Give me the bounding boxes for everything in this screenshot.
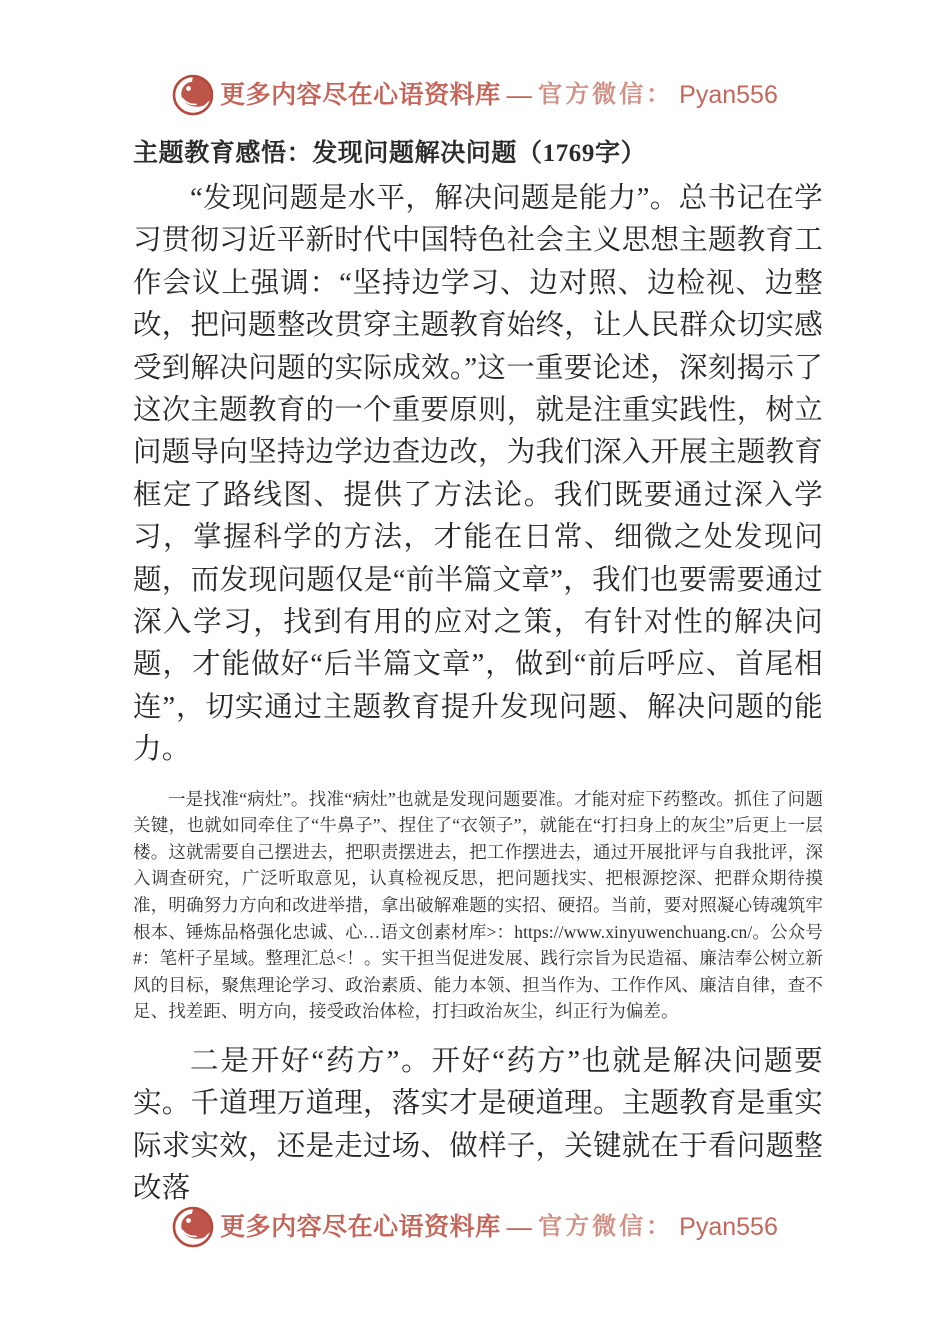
footer-watermark <box>0 1206 950 1248</box>
document-title: 主题教育感悟：发现问题解决问题（1769字） <box>133 140 647 167</box>
body-paragraph-2: 一是找准“病灶”。找准“病灶”也就是发现问题要准。才能对症下药整改。抓住了问题关键，也就如同牵住了“牛鼻子”、捏住了“衣领子”，就能在“打扫身上的灰尘”后更上一层楼。这就需要自己摆进去，把职责摆进去，把工作摆进去，通过开展批评与自我批评，深入调查研究，广泛听取意见，认真检视反思，把问题找实、把根源挖深、把群众期待摸准，明确努力方向和改进举措，拿出破解难题的实招、硬招。当前，要对照凝心铸魂筑牢根本、锤炼品格强化忠诚、心…语文创素材库>：https://www.xinyuwenchuang.cn/。公众号#：笔杆子星域。整理汇总<！。实干担当促进发展、践行宗旨为民造福、廉洁奉公树立新风的目标，聚焦理论学习、政治素质、能力本领、担当作为、工作作风、廉洁自律，查不足、找差距、明方向，接受政治体检，打扫政治灰尘，纠正行为偏差。 <box>133 788 823 1022</box>
document-content <box>133 132 823 1211</box>
body-paragraph-3: 二是开好“药方”。开好“药方”也就是解决问题要实。千道理万道理，落实才是硬道理。主题教育是重实际求实效，还是走过场、做样子，关键就在于看问题整改落 <box>133 1046 823 1205</box>
fish-swirl-logo-icon <box>172 1206 214 1248</box>
watermark-wechat-id: Pyan556 <box>679 1212 778 1241</box>
watermark-wechat-id: Pyan556 <box>679 80 778 109</box>
watermark-wechat-label: 官方微信： <box>538 1214 674 1240</box>
body-paragraph-1: “发现问题是水平，解决问题是能力”。总书记在学习贯彻习近平新时代中国特色社会主义思想主题教育工作会议上强调：“坚持边学习、边对照、边检视、边整改，把问题整改贯穿主题教育始终，让人民群众切实感受到解决问题的实际成效。”这一重要论述，深刻揭示了这次主题教育的一个重要原则，就是注重实践性，树立问题导向坚持边学边查边改，为我们深入开展主题教育框定了路线图、提供了方法论。我们既要通过深入学习，掌握科学的方法，才能在日常、细微之处发现问题，而发现问题仅是“前半篇文章”，我们也要需要通过深入学习，找到有用的应对之策，有针对性的解决问题，才能做好“后半篇文章”，做到“前后呼应、首尾相连”，切实通过主题教育提升发现问题、解决问题的能力。 <box>133 183 823 766</box>
watermark-wechat-label: 官方微信： <box>538 82 674 108</box>
fish-swirl-logo-icon <box>172 74 214 116</box>
header-watermark <box>0 74 950 116</box>
paragraph-spacer <box>133 772 823 786</box>
watermark-brand-text: 更多内容尽在心语资料库 <box>220 81 501 109</box>
watermark-brand-text: 更多内容尽在心语资料库 <box>220 1213 501 1241</box>
watermark-dash: — <box>506 1213 533 1241</box>
watermark-dash: — <box>506 81 533 109</box>
paragraph-spacer <box>133 1025 823 1041</box>
